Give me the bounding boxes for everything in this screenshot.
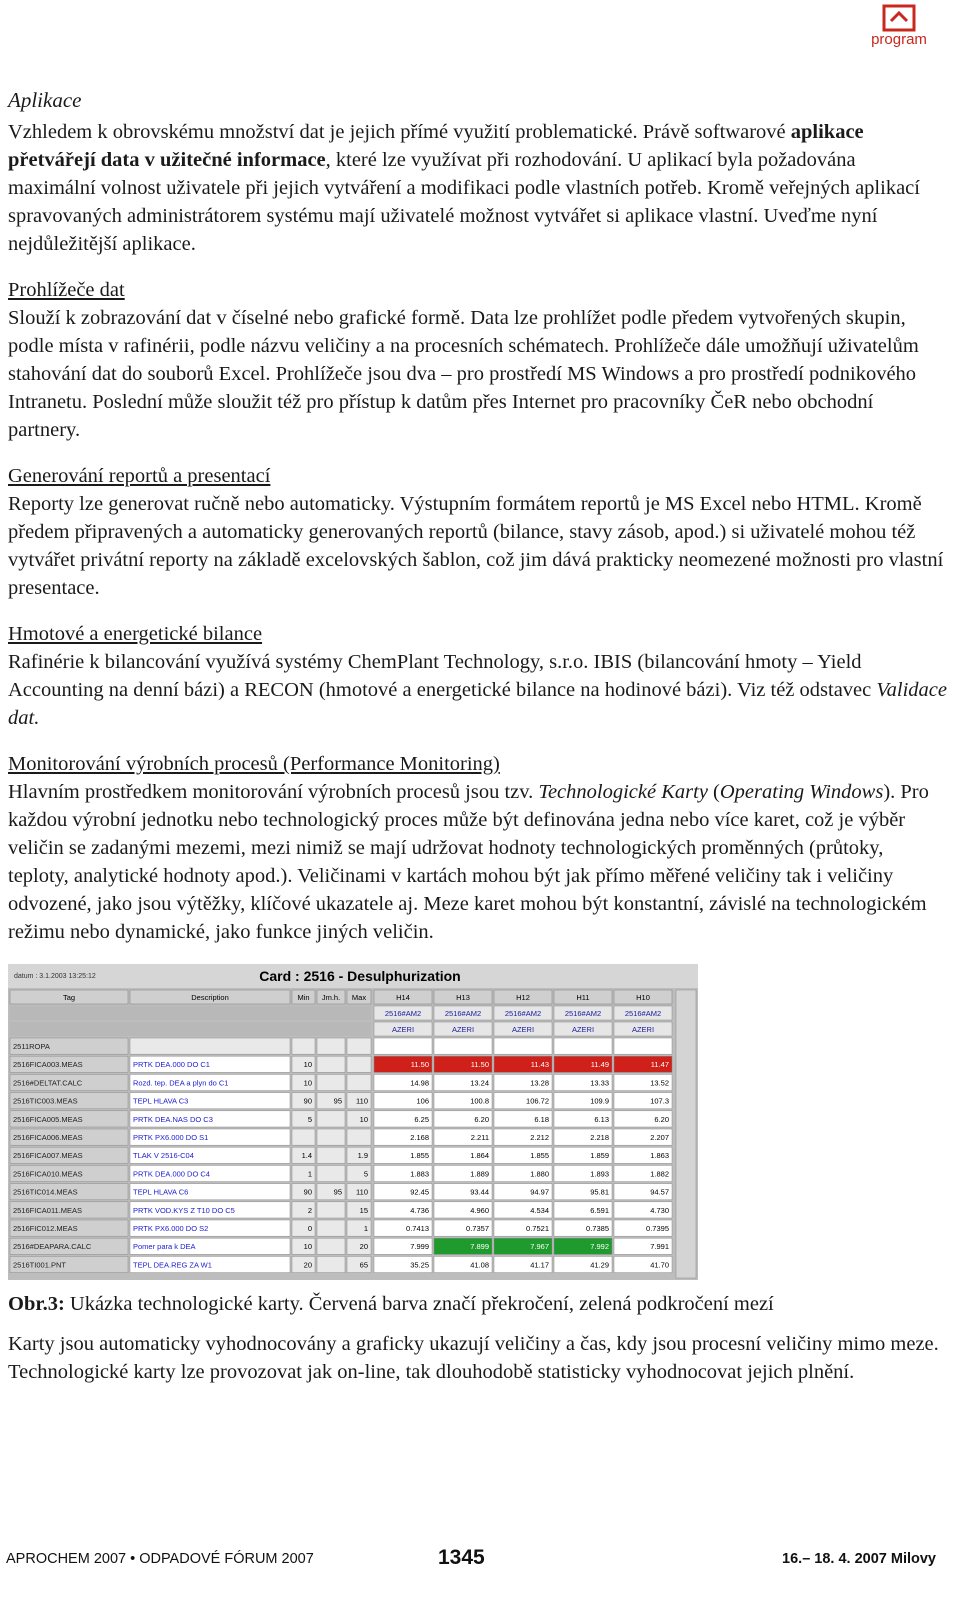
card-cell-text: 95.81	[590, 1187, 609, 1197]
card-header-3: Jm.h.	[321, 993, 341, 1002]
aplikace-text-2: , které lze využívat při rozhodování. U aplikací byla požadována maximální volnost uživatele při jejich vytváření a modifikaci podle vlastních potřeb. Kromě veřejných aplikací spravovaných administrátorem systému mají uživatelé možnost vytvářet si aplikace vlastní. Uveďme nyní nejdůležitější aplikace.	[8, 149, 920, 255]
card-cell-text: 11.47	[650, 1060, 669, 1070]
card-cell	[292, 1038, 315, 1054]
paragraph-monitoring	[8, 778, 948, 946]
card-cell-text: 1	[307, 1169, 312, 1179]
program-logo-icon	[882, 4, 916, 32]
card-cell-text: 10	[303, 1242, 312, 1252]
card-cell-text: 7.999	[410, 1242, 429, 1252]
card-cell-text: 13.28	[530, 1078, 549, 1088]
card-subheader-text: 2516#AM2	[444, 1009, 482, 1018]
card-cell	[317, 1165, 345, 1181]
card-cell-text: 7.967	[530, 1242, 549, 1252]
card-subheader-text: 2516#AM2	[504, 1009, 542, 1018]
card-cell-text: 92.45	[410, 1187, 429, 1197]
card-cell-text: 2516FIC012.MEAS	[13, 1224, 78, 1233]
card-cell-text: 11.49	[590, 1060, 609, 1070]
card-subheader-text: AZERI	[451, 1025, 475, 1034]
card-cell-text: TLAK V 2516-C04	[133, 1151, 194, 1161]
card-header-8: H11	[576, 993, 590, 1002]
card-cell-text: PRTK PX6.000 DO S1	[133, 1133, 209, 1142]
card-cell-text: PRTK DEA.000 DO C4	[133, 1169, 210, 1179]
card-cell	[317, 1038, 345, 1054]
card-cell-text: 4.736	[410, 1205, 429, 1215]
card-cell-text: TEPL DEA.REG ZA W1	[133, 1260, 212, 1270]
card-cell-text: 6.25	[414, 1114, 429, 1124]
card-subheader-text: 2516#AM2	[624, 1009, 662, 1018]
card-cell-text: 2516FICA007.MEAS	[13, 1151, 83, 1161]
card-cell	[317, 1074, 345, 1090]
card-cell-text: 0.7395	[646, 1224, 669, 1233]
card-cell-text: 2516FICA011.MEAS	[13, 1205, 83, 1215]
card-cell-text: 13.24	[470, 1078, 489, 1088]
card-cell-text: 5	[307, 1114, 312, 1124]
card-header-5: H14	[396, 993, 410, 1002]
card-cell	[347, 1038, 371, 1054]
card-cell-text: 11.50	[470, 1060, 489, 1070]
card-cell-text: 94.57	[650, 1187, 669, 1197]
section-title-monitoring: Monitorování výrobních procesů (Performance Monitoring)	[8, 753, 500, 775]
page-number: 1345	[438, 1546, 485, 1569]
card-cell-text: 109.9	[590, 1096, 609, 1106]
card-side-strip	[676, 990, 696, 1278]
card-cell	[347, 1056, 371, 1072]
caption-text: Ukázka technologické karty. Červená barva značí překročení, zelená podkročení mezí	[64, 1293, 774, 1315]
card-subheader-blank	[10, 1006, 371, 1020]
bilance-text: Rafinérie k bilancování využívá systémy ChemPlant Technology, s.r.o. IBIS (bilancování hmoty – Yield Accounting na denní bázi) a RECON (hmotové a energetické bilance na hodinové bázi). Viz též odstavec	[8, 651, 877, 701]
aplikace-text-bold: aplikace přetvářejí data v užitečné informace	[8, 121, 864, 171]
card-cell-text: 7.992	[590, 1242, 609, 1252]
card-cell-text: 1.883	[410, 1169, 429, 1179]
card-cell-text: 6.18	[534, 1114, 549, 1124]
card-cell-text: 1.882	[650, 1169, 669, 1179]
card-cell-text: 0.7521	[526, 1224, 549, 1233]
card-cell-text: 2516FICA006.MEAS	[13, 1133, 83, 1142]
card-cell-text: 2516FICA003.MEAS	[13, 1060, 83, 1070]
card-cell	[347, 1129, 371, 1145]
card-cell-text: 10	[359, 1114, 368, 1124]
card-header-6: H13	[456, 993, 470, 1002]
card-cell-text: 106.72	[526, 1096, 549, 1106]
card-cell-text: Rozd. tep. DEA a plyn do C1	[133, 1078, 229, 1088]
card-cell-text: 0.7413	[406, 1224, 429, 1233]
paragraph-prohlizece: Slouží k zobrazování dat v číselné nebo grafické formě. Data lze prohlížet podle předem vytvořených skupin, podle místa v rafinérii, podle názvu veličiny a na procesních schématech. Prohlížeče dále umožňují uživatelům stahování dat do souborů Excel. Prohlížeče jsou dva – pro prostředí MS Windows a pro prostředí podnikového Intranetu. Poslední může sloužit též pro přístup k datům přes Internet pro pracovníky ČeR nebo obchodní partnery.	[8, 307, 919, 441]
card-cell-text: PRTK DEA.NAS DO C3	[133, 1114, 213, 1124]
card-cell-text: TEPL HLAVA C3	[133, 1096, 189, 1106]
monitoring-italic-2: Operating Windows	[719, 781, 884, 803]
card-subheader-blank	[10, 1022, 371, 1036]
card-cell-text: 2.218	[590, 1133, 609, 1142]
card-cell-text: 110	[356, 1187, 368, 1197]
card-cell-text: 2511ROPA	[13, 1042, 50, 1051]
card-cell-text: PRTK VOD.KYS Z T10 DO C5	[133, 1205, 235, 1215]
card-cell-text: 14.98	[410, 1078, 429, 1088]
card-cell	[317, 1129, 345, 1145]
card-cell-text: 41.17	[530, 1260, 549, 1270]
card-cell-text: 2.211	[470, 1133, 489, 1142]
card-header-0: Tag	[62, 993, 76, 1002]
card-cell	[317, 1220, 345, 1236]
card-cell-text: 35.25	[410, 1260, 429, 1270]
monitoring-text-1: Hlavním prostředkem monitorování výrobních procesů jsou tzv.	[8, 781, 539, 803]
card-cell-text: 95	[333, 1096, 342, 1106]
card-subheader-text: 2516#AM2	[564, 1009, 602, 1018]
card-cell-text: 5	[363, 1169, 368, 1179]
paragraph-reporty: Reporty lze generovat ručně nebo automaticky. Výstupním formátem reportů je MS Excel nebo HTML. Kromě předem připravených a automaticky generovaných reportů (bilance, stavy zásob, apod.) si uživatelé mohou též vytvářet privátní reporty na základě excelovských šablon, což jim dává prakticky neomezené možnosti pro vlastní presentace.	[8, 493, 944, 599]
card-cell	[317, 1256, 345, 1272]
card-cell-text: 7.899	[470, 1242, 489, 1252]
card-cell-text: 1.855	[410, 1151, 429, 1161]
card-cell-text: 20	[359, 1242, 368, 1252]
card-cell	[347, 1074, 371, 1090]
card-cell-text: 2516FICA005.MEAS	[13, 1114, 83, 1124]
card-cell	[434, 1038, 492, 1054]
card-header-4: Max	[351, 993, 367, 1002]
card-cell-text: 2516#DELTAT.CALC	[13, 1078, 83, 1088]
card-cell-text: 65	[359, 1260, 368, 1270]
card-cell-text: 41.08	[470, 1260, 489, 1270]
caption-label: Obr.3:	[8, 1293, 65, 1315]
card-cell-text: 11.50	[410, 1060, 429, 1070]
card-cell-text: 1.4	[301, 1151, 312, 1161]
card-cell	[317, 1202, 345, 1218]
card-cell-text: 10	[303, 1060, 312, 1070]
card-cell-text: 110	[356, 1096, 368, 1106]
card-subheader-text: 2516#AM2	[384, 1009, 422, 1018]
card-cell-text: 2.168	[410, 1133, 429, 1142]
card-cell-text: 1.893	[590, 1169, 609, 1179]
card-cell-text: 95	[333, 1187, 342, 1197]
card-cell-text: 1	[363, 1224, 368, 1233]
card-cell-text: 10	[303, 1078, 312, 1088]
footer-right: 16.– 18. 4. 2007 Milovy	[782, 1551, 936, 1567]
card-cell-text: 4.960	[470, 1205, 489, 1215]
paragraph-bilance	[8, 648, 948, 732]
page-footer	[6, 1546, 936, 1570]
card-cell-text: 2.212	[530, 1133, 549, 1142]
card-header-9: H10	[636, 993, 650, 1002]
card-subheader-text: AZERI	[391, 1025, 415, 1034]
card-cell-text: 1.864	[470, 1151, 489, 1161]
technology-card-figure	[8, 964, 698, 1280]
card-cell	[292, 1129, 315, 1145]
card-cell-text: 11.43	[530, 1060, 549, 1070]
card-cell-text: 94.97	[530, 1187, 549, 1197]
card-cell-text: 6.13	[594, 1114, 609, 1124]
card-cell-text: 2516TIC014.MEAS	[13, 1187, 78, 1197]
card-cell-text: 93.44	[470, 1187, 489, 1197]
card-cell-text: 90	[303, 1096, 312, 1106]
card-cell	[130, 1038, 290, 1054]
card-cell-text: 6.591	[590, 1205, 609, 1215]
card-cell-text: 1.880	[530, 1169, 549, 1179]
card-subheader-text: AZERI	[571, 1025, 595, 1034]
card-cell-text: 13.52	[650, 1078, 669, 1088]
card-cell	[317, 1111, 345, 1127]
card-cell	[317, 1056, 345, 1072]
card-cell-text: 90	[303, 1187, 312, 1197]
card-cell-text: 106	[416, 1096, 429, 1106]
monitoring-text-3: ). Pro každou výrobní jednotku nebo technologický proces může být definována jedna nebo více karet, což je výběr veličin se zadanými mezemi, mezi nimiž se mají udržovat hodnoty technologických proměnných (průtoky, teploty, analytické hodnoty apod.). Veličinami v kartách mohou být jak přímo měřené veličiny tak i veličiny odvozené, jako jsou výtěžky, klíčové ukazatele aj. Meze karet mohou být konstantní, závislé na technologickém režimu nebo dynamické, jako funkce jiných veličin.	[8, 781, 929, 943]
article	[8, 86, 948, 1386]
card-cell-text: 4.730	[650, 1205, 669, 1215]
card-cell-text: 107.3	[650, 1096, 669, 1106]
card-cell	[317, 1147, 345, 1163]
card-cell-text: PRTK PX6.000 DO S2	[133, 1224, 209, 1233]
card-title: Card : 2516 - Desulphurization	[259, 968, 461, 984]
card-cell-text: 20	[303, 1260, 312, 1270]
card-cell-text: 41.29	[590, 1260, 609, 1270]
card-cell-text: 2516TIC003.MEAS	[13, 1096, 78, 1106]
aplikace-text-1: Vzhledem k obrovskému množství dat je jejich přímé využití problematické. Právě softwarové	[8, 121, 791, 143]
card-cell-text: 15	[359, 1205, 368, 1215]
figure-caption	[8, 1290, 948, 1318]
card-header-1: Description	[191, 993, 229, 1002]
card-cell-text: 0	[307, 1224, 312, 1233]
card-cell-text: 2.207	[650, 1133, 669, 1142]
monitoring-italic-1: Technologické Karty	[538, 781, 708, 803]
section-title-aplikace: Aplikace	[8, 88, 82, 112]
card-cell	[374, 1038, 432, 1054]
card-cell-text: 2	[307, 1205, 312, 1215]
card-cell-text: Pomer para k DEA	[133, 1242, 196, 1252]
card-cell-text: 1.863	[650, 1151, 669, 1161]
card-subheader-text: AZERI	[511, 1025, 535, 1034]
card-cell-text: 2516#DEAPARA.CALC	[13, 1242, 92, 1252]
card-cell	[554, 1038, 612, 1054]
technology-card	[8, 964, 698, 1280]
card-cell-text: 6.20	[654, 1114, 669, 1124]
bilance-text-italic: Validace dat.	[8, 679, 947, 729]
paragraph-aplikace	[8, 118, 948, 258]
card-subheader-text: AZERI	[631, 1025, 655, 1034]
card-header-2: Min	[297, 993, 310, 1002]
card-cell-text: 1.859	[590, 1151, 609, 1161]
card-cell-text: 0.7357	[466, 1224, 489, 1233]
logo-text: program	[871, 31, 927, 48]
card-cell-text: 2516TI001.PNT	[13, 1260, 66, 1270]
paragraph-closing: Karty jsou automaticky vyhodnocovány a graficky ukazují veličiny a čas, kdy jsou procesní veličiny mimo meze. Technologické karty lze provozovat jak on-line, tak dlouhodobě statisticky vyhodnocovat jejich plnění.	[8, 1333, 939, 1383]
section-title-reporty: Generování reportů a presentací	[8, 465, 271, 487]
card-cell	[317, 1238, 345, 1254]
card-cell-text: PRTK DEA.000 DO C1	[133, 1060, 210, 1070]
card-cell-text: 13.33	[590, 1078, 609, 1088]
card-header-7: H12	[516, 993, 530, 1002]
card-cell	[614, 1038, 672, 1054]
card-cell-text: 41.70	[650, 1260, 669, 1270]
card-cell-text: 1.889	[470, 1169, 489, 1179]
card-cell-text: TEPL HLAVA C6	[133, 1187, 189, 1197]
card-cell-text: 0.7385	[586, 1224, 609, 1233]
card-cell-text: 100.8	[470, 1096, 489, 1106]
card-cell-text: 7.991	[650, 1242, 669, 1252]
monitoring-text-2: (	[707, 781, 720, 803]
section-title-bilance: Hmotové a energetické bilance	[8, 623, 263, 645]
card-cell	[494, 1038, 552, 1054]
card-cell-text: 2516FICA010.MEAS	[13, 1169, 83, 1179]
card-cell-text: 4.534	[530, 1205, 549, 1215]
card-datum: datum : 3.1.2003 13:25:12	[14, 973, 96, 980]
card-cell-text: 1.855	[530, 1151, 549, 1161]
card-cell-text: 6.20	[474, 1114, 489, 1124]
section-title-prohlizece: Prohlížeče dat	[8, 279, 125, 301]
footer-left: APROCHEM 2007 • ODPADOVÉ FÓRUM 2007	[6, 1551, 314, 1567]
card-cell-text: 1.9	[357, 1151, 368, 1161]
program-logo	[868, 4, 930, 47]
